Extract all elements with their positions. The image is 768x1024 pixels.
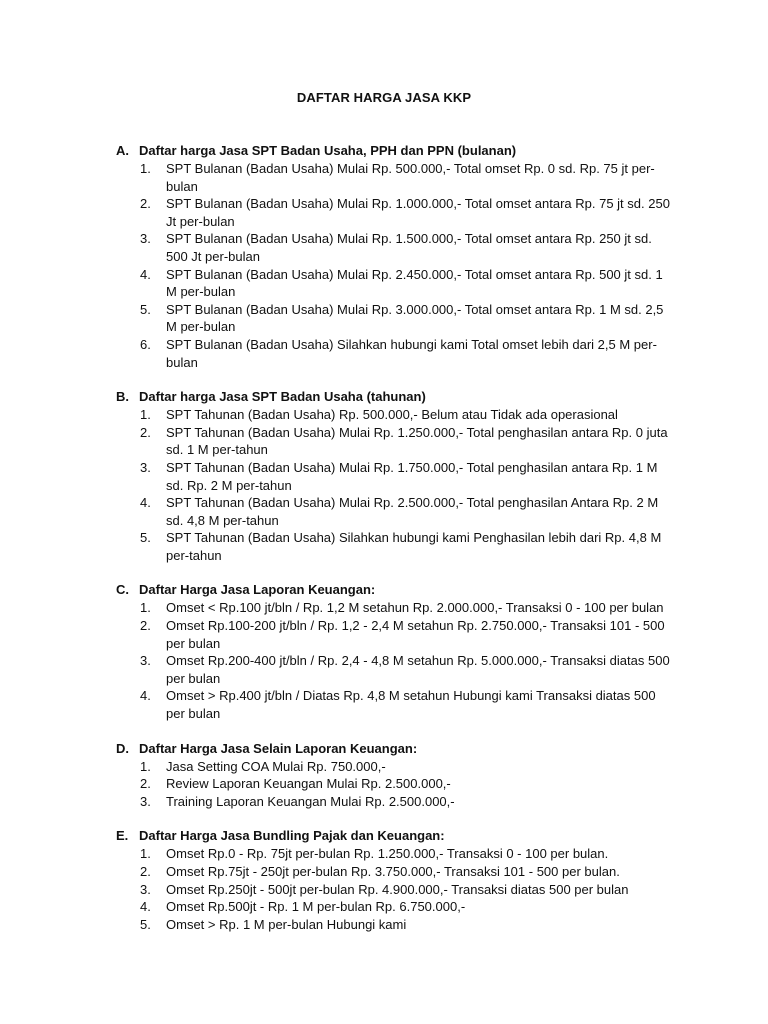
item-number: 4. — [140, 266, 151, 282]
list-item — [116, 898, 678, 916]
item-list — [116, 845, 678, 933]
item-text: SPT Bulanan (Badan Usaha) Mulai Rp. 1.500.000,- Total omset antara Rp. 250 jt sd. 500 Jt per-bulan — [166, 231, 652, 264]
item-number: 1. — [140, 161, 151, 176]
list-item — [116, 599, 678, 617]
section-heading: Daftar Harga Jasa Bundling Pajak dan Keuangan: — [139, 828, 445, 844]
item-list — [116, 160, 678, 371]
section-heading: Daftar Harga Jasa Laporan Keuangan: — [139, 582, 376, 598]
item-text: Omset Rp.75jt - 250jt per-bulan Rp. 3.750.000,- Transaksi 101 - 500 per bulan. — [166, 864, 620, 879]
list-item — [116, 652, 678, 687]
list-item — [116, 230, 678, 265]
section-a — [116, 142, 678, 371]
item-number: 3. — [140, 793, 151, 809]
item-number: 3. — [140, 231, 151, 247]
item-number: 2. — [140, 776, 151, 792]
item-number-cell — [116, 301, 166, 336]
list-item — [116, 793, 678, 811]
item-number: 2. — [140, 618, 151, 634]
item-number-cell — [116, 494, 166, 529]
item-number: 1. — [140, 600, 151, 616]
item-text: SPT Tahunan (Badan Usaha) Mulai Rp. 1.250.000,- Total penghasilan antara Rp. 0 juta sd. 1 M per-tahun — [166, 424, 668, 458]
list-item — [116, 529, 678, 564]
item-number: 3. — [140, 881, 151, 897]
item-number-cell — [116, 916, 166, 934]
item-number: 2. — [140, 864, 151, 879]
list-item — [116, 494, 678, 529]
item-number: 3. — [140, 653, 151, 669]
item-text: Omset Rp.100-200 jt/bln / Rp. 1,2 - 2,4 M setahun Rp. 2.750.000,- Transaksi 101 - 500 per bulan — [166, 618, 665, 651]
item-text: Omset > Rp. 1 M per-bulan Hubungi kami — [166, 916, 407, 932]
item-number-cell — [116, 687, 166, 722]
item-number-cell — [116, 652, 166, 687]
item-number-cell — [116, 863, 166, 881]
item-number-cell — [116, 793, 166, 811]
section-letter: A. — [116, 143, 129, 158]
list-item — [116, 266, 678, 301]
item-number-cell — [116, 599, 166, 617]
item-number-cell — [116, 529, 166, 564]
item-number-cell — [116, 881, 166, 899]
section-letter: C. — [116, 582, 129, 598]
section-header — [116, 581, 678, 599]
section-header — [116, 827, 678, 845]
list-item — [116, 845, 678, 863]
item-text: Omset Rp.200-400 jt/bln / Rp. 2,4 - 4,8 M setahun Rp. 5.000.000,- Transaksi diatas 500 per bulan — [166, 653, 670, 686]
item-text: SPT Bulanan (Badan Usaha) Mulai Rp. 1.000.000,- Total omset antara Rp. 75 jt sd. 250 Jt per-bulan — [166, 196, 670, 229]
item-number-cell — [116, 775, 166, 793]
list-item — [116, 863, 678, 881]
list-item — [116, 195, 678, 230]
item-text: Jasa Setting COA Mulai Rp. 750.000,- — [166, 758, 386, 774]
list-item — [116, 881, 678, 899]
item-number: 6. — [140, 336, 151, 352]
section-heading: Daftar harga Jasa SPT Badan Usaha, PPH dan PPN (bulanan) — [139, 143, 517, 158]
section-heading: Daftar Harga Jasa Selain Laporan Keuangan: — [139, 740, 418, 756]
item-number-cell — [116, 230, 166, 265]
item-text: SPT Bulanan (Badan Usaha) Mulai Rp. 500.000,- Total omset Rp. 0 sd. Rp. 75 jt per-bulan — [166, 161, 655, 194]
section-c — [116, 581, 678, 722]
item-number: 2. — [140, 196, 151, 212]
section-letter: E. — [116, 828, 129, 844]
section-header — [116, 740, 678, 758]
section-e — [116, 827, 678, 933]
list-item — [116, 687, 678, 722]
section-header — [116, 388, 678, 406]
item-number: 1. — [140, 407, 151, 423]
item-list — [116, 599, 678, 722]
item-text: SPT Tahunan (Badan Usaha) Mulai Rp. 1.750.000,- Total penghasilan antara Rp. 1 M sd. Rp. 2 M per-tahun — [166, 459, 658, 493]
item-number-cell — [116, 336, 166, 371]
section-heading: Daftar harga Jasa SPT Badan Usaha (tahunan) — [139, 389, 426, 405]
list-item — [116, 459, 678, 494]
item-list — [116, 406, 678, 564]
document-title: DAFTAR HARGA JASA KKP — [296, 90, 472, 105]
item-number-cell — [116, 160, 166, 195]
list-item — [116, 160, 678, 195]
item-text: SPT Bulanan (Badan Usaha) Silahkan hubungi kami Total omset lebih dari 2,5 M per-bulan — [166, 336, 657, 370]
section-d — [116, 740, 678, 811]
item-number-cell — [116, 424, 166, 459]
list-item — [116, 424, 678, 459]
item-number: 4. — [140, 495, 151, 511]
item-number: 4. — [140, 899, 151, 915]
item-number: 3. — [140, 459, 151, 475]
list-item — [116, 301, 678, 336]
item-number: 4. — [140, 688, 151, 704]
item-number: 1. — [140, 758, 151, 774]
item-number: 5. — [140, 916, 151, 932]
item-text: SPT Tahunan (Badan Usaha) Silahkan hubungi kami Penghasilan lebih dari Rp. 4,8 M per-tahun — [166, 530, 662, 563]
item-text: Review Laporan Keuangan Mulai Rp. 2.500.000,- — [166, 776, 451, 792]
item-text: Omset Rp.500jt - Rp. 1 M per-bulan Rp. 6.750.000,- — [166, 899, 466, 915]
item-number-cell — [116, 406, 166, 424]
item-text: Omset Rp.250jt - 500jt per-bulan Rp. 4.900.000,- Transaksi diatas 500 per bulan — [166, 881, 629, 897]
list-item — [116, 916, 678, 934]
item-number-cell — [116, 617, 166, 652]
item-text: SPT Tahunan (Badan Usaha) Mulai Rp. 2.500.000,- Total penghasilan Antara Rp. 2 M sd. 4,8 M per-tahun — [166, 495, 659, 528]
item-text: Omset Rp.0 - Rp. 75jt per-bulan Rp. 1.250.000,- Transaksi 0 - 100 per bulan. — [166, 846, 609, 862]
list-item — [116, 336, 678, 371]
item-text: Omset < Rp.100 jt/bln / Rp. 1,2 M setahun Rp. 2.000.000,- Transaksi 0 - 100 per bulan — [166, 600, 664, 616]
item-number: 2. — [140, 424, 151, 440]
item-number-cell — [116, 758, 166, 776]
list-item — [116, 617, 678, 652]
item-text: Omset > Rp.400 jt/bln / Diatas Rp. 4,8 M setahun Hubungi kami Transaksi diatas 500 per bulan — [166, 688, 656, 722]
section-header — [116, 142, 678, 160]
item-text: SPT Tahunan (Badan Usaha) Rp. 500.000,- Belum atau Tidak ada operasional — [166, 407, 618, 423]
item-text: Training Laporan Keuangan Mulai Rp. 2.500.000,- — [166, 793, 455, 809]
item-number: 5. — [140, 301, 151, 317]
item-text: SPT Bulanan (Badan Usaha) Mulai Rp. 3.000.000,- Total omset antara Rp. 1 M sd. 2,5 M per-bulan — [166, 301, 664, 335]
item-number-cell — [116, 459, 166, 494]
item-number-cell — [116, 195, 166, 230]
item-number: 5. — [140, 530, 151, 546]
item-number-cell — [116, 266, 166, 301]
section-b — [116, 388, 678, 564]
list-item — [116, 775, 678, 793]
item-list — [116, 758, 678, 811]
item-number: 1. — [140, 846, 151, 862]
section-letter: B. — [116, 389, 129, 405]
item-number-cell — [116, 898, 166, 916]
list-item — [116, 758, 678, 776]
list-item — [116, 406, 678, 424]
section-letter: D. — [116, 740, 129, 756]
sections-list — [116, 142, 678, 950]
item-number-cell — [116, 845, 166, 863]
item-text: SPT Bulanan (Badan Usaha) Mulai Rp. 2.450.000,- Total omset antara Rp. 500 jt sd. 1 M per-bulan — [166, 266, 663, 300]
